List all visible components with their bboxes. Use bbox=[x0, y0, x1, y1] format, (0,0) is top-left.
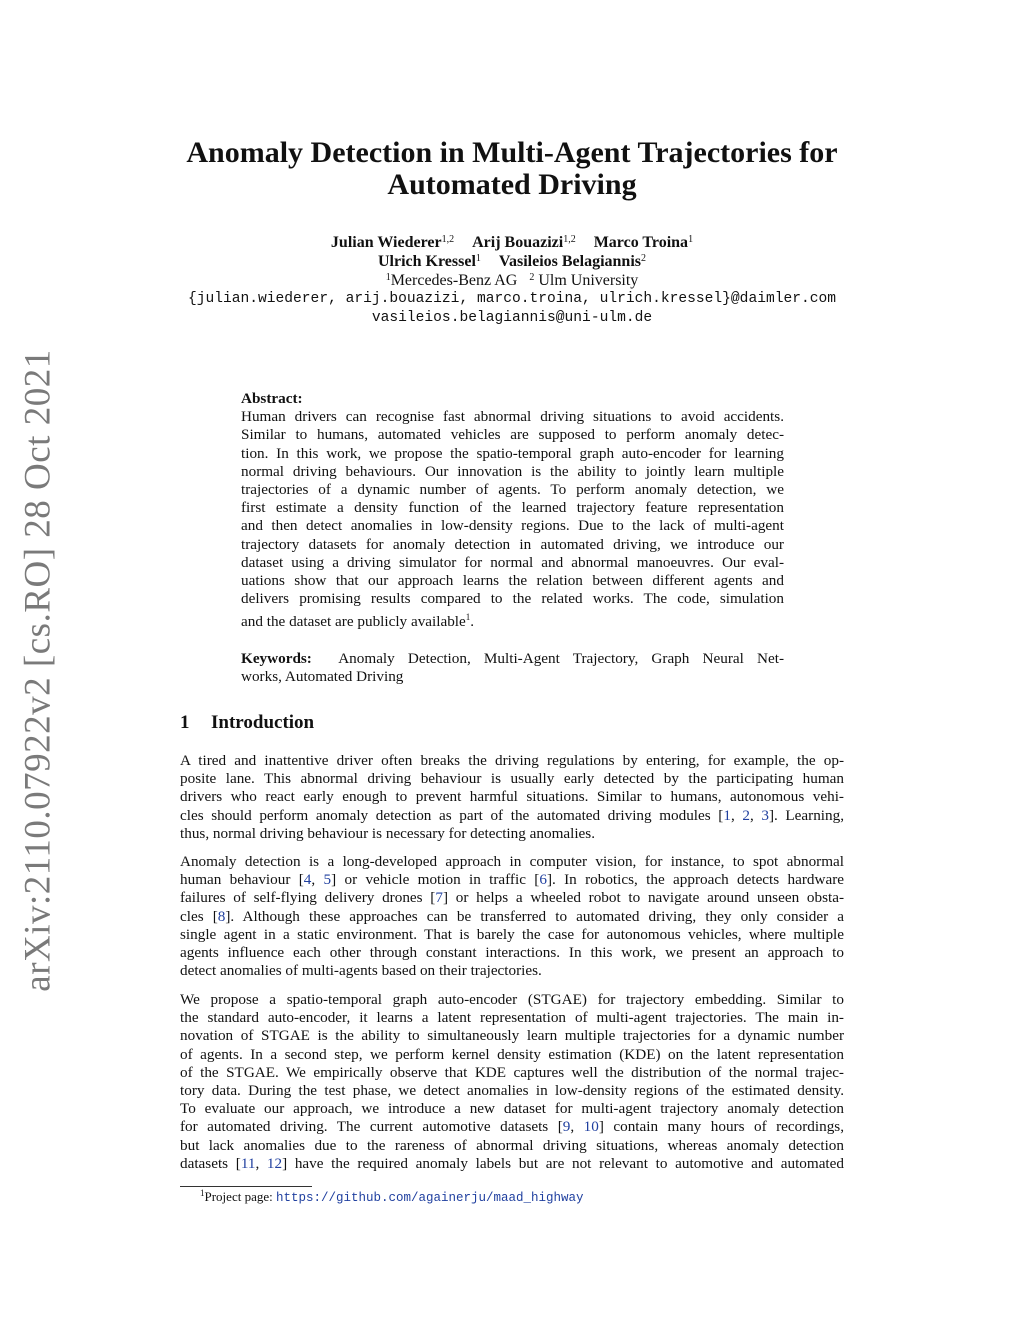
affiliation: Ulm University bbox=[538, 272, 639, 289]
text-line: To evaluate our approach, we introduce a new dataset for multi-agent trajectory anomaly detection bbox=[180, 1100, 844, 1118]
text: ] or vehicle motion in traffic [ bbox=[331, 871, 540, 889]
citation-link[interactable]: 1 bbox=[723, 806, 731, 824]
title-line: Automated Driving bbox=[387, 168, 637, 201]
abstract-line: Similar to humans, automated vehicles are supposed to perform anomaly detec- bbox=[241, 426, 784, 444]
abstract-line: delivers promising results compared to the related works. The code, simulation bbox=[241, 590, 784, 608]
footnote-label: Project page: bbox=[204, 1189, 276, 1204]
text-line: for automated driving. The current automotive datasets [9, 10] contain many hours of recordings, bbox=[180, 1118, 844, 1136]
text-line: A tired and inattentive driver often breaks the driving regulations by entering, for example, the op- bbox=[180, 752, 844, 769]
abstract-line: first estimate a density function of the learned trajectory feature representation bbox=[241, 499, 784, 517]
citation-link[interactable]: 6 bbox=[539, 871, 547, 889]
citation-link[interactable]: 12 bbox=[266, 1154, 283, 1172]
text-line: datasets [11, 12] have the required anomaly labels but are not relevant to automotive and automated bbox=[180, 1154, 844, 1172]
text-line: of agents. In a second step, we perform kernel density estimation (KDE) on the latent representation bbox=[180, 1045, 844, 1063]
citation-link[interactable]: 3 bbox=[761, 806, 769, 824]
text-line: Anomaly detection is a long-developed approach in computer vision, for instance, to spot abnormal bbox=[180, 853, 844, 870]
affil-mark: 1 bbox=[688, 234, 694, 245]
text-line: agents influence each other through constant interactions. In this work, we present an approach to bbox=[180, 944, 844, 962]
section-number: 1 bbox=[180, 712, 190, 733]
text-line: the standard auto-encoder, it learns a latent representation of multi-agent trajectories. The main in- bbox=[180, 1009, 844, 1027]
text: ] or helps a wheeled robot to navigate around unseen obsta- bbox=[442, 889, 845, 907]
abstract-line: Human drivers can recognise fast abnormal driving situations to avoid accidents. bbox=[241, 408, 784, 426]
text-line: of the STGAE. We empirically observe that KDE captures well the distribution of the normal trajec- bbox=[180, 1063, 844, 1081]
text-line: We propose a spatio-temporal graph auto-encoder (STGAE) for trajectory embedding. Similar to bbox=[180, 991, 844, 1008]
footnote bbox=[200, 1189, 584, 1205]
footnote-mark[interactable]: 1 bbox=[465, 612, 471, 623]
text: ] contain many hours of recordings, bbox=[598, 1118, 844, 1136]
text-line: posite lane. This abnormal driving behaviour is usually early detected by the participating human bbox=[180, 770, 844, 788]
text-line: tory data. During the test phase, we detect anomalies in low-density regions of the estimated density. bbox=[180, 1082, 844, 1100]
abstract-line bbox=[241, 608, 784, 631]
author-name: Arij Bouazizi bbox=[472, 234, 564, 251]
footnote-rule bbox=[180, 1186, 312, 1187]
text: cles [ bbox=[180, 907, 218, 925]
text-line bbox=[180, 889, 844, 907]
citation-link[interactable]: 2 bbox=[742, 806, 750, 824]
keywords-heading: Keywords: bbox=[241, 650, 312, 667]
citation-link[interactable]: 7 bbox=[435, 889, 443, 907]
citation-link[interactable]: 10 bbox=[583, 1118, 599, 1136]
abstract-heading: Abstract: bbox=[241, 390, 303, 407]
text-line: but lack anomalies due to the rareness of abnormal driving situations, whereas anomaly detection bbox=[180, 1136, 844, 1154]
affil-mark: 2 bbox=[641, 253, 646, 264]
project-page-link[interactable]: https://github.com/againerju/maad_highway bbox=[275, 1191, 584, 1205]
keywords bbox=[241, 650, 784, 686]
email-line: {julian.wiederer, arij.bouazizi, marco.troina, ulrich.kressel}@daimler.com bbox=[187, 291, 837, 307]
citation-link[interactable]: 4 bbox=[303, 871, 312, 889]
text: ]. Learning, bbox=[768, 806, 845, 824]
author-name: Marco Troina bbox=[593, 234, 689, 251]
text-line: cles should perform anomaly detection as part of the automated driving modules [1, 2, 3]. Learning, bbox=[180, 806, 845, 824]
affil-mark: 1,2 bbox=[441, 234, 455, 245]
text-line: novation of STGAE is the ability to simultaneously learn multiple trajectories for a dynamic number bbox=[180, 1027, 844, 1045]
paragraph bbox=[180, 991, 844, 1173]
text-line: detect anomalies of multi-agents based on their trajectories. bbox=[180, 962, 542, 980]
keywords-line bbox=[241, 650, 784, 668]
text-line: drivers who react early enough to prevent harmful situations. Similar to humans, autonomous vehi- bbox=[180, 788, 844, 806]
affiliation: Mercedes-Benz AG bbox=[390, 272, 518, 289]
affil-mark: 1 bbox=[385, 272, 391, 283]
citation-link[interactable]: 5 bbox=[323, 871, 332, 889]
text-line: thus, normal driving behaviour is necessary for detecting anomalies. bbox=[180, 824, 596, 842]
arxiv-id: arXiv:2110.07922v2 [cs.RO] 28 Oct 2021 bbox=[17, 348, 59, 992]
author-block bbox=[180, 233, 844, 328]
citation-link[interactable]: 11 bbox=[240, 1154, 256, 1172]
text-line: human behaviour [4, 5] or vehicle motion in traffic [6]. In robotics, the approach detects hardware bbox=[180, 871, 844, 889]
text: failures of self-flying delivery drones [ bbox=[180, 889, 436, 907]
abstract-line: trajectories of a dynamic number of agents. To perform anomaly detection, we bbox=[241, 481, 784, 499]
footnote-mark: 1 bbox=[200, 1188, 205, 1198]
citation-link[interactable]: 9 bbox=[562, 1118, 571, 1136]
text: cles should perform anomaly detection as part of the automated driving modules [ bbox=[180, 806, 724, 824]
keywords-line: works, Automated Driving bbox=[241, 668, 404, 686]
text-line bbox=[180, 908, 844, 926]
author-line bbox=[180, 233, 844, 252]
affil-mark: 2 bbox=[529, 272, 535, 283]
author-name: Ulrich Kressel bbox=[377, 253, 476, 270]
affil-mark: 1,2 bbox=[563, 234, 576, 245]
text: for automated driving. The current automotive datasets [ bbox=[180, 1118, 563, 1136]
abstract-text: and the dataset are publicly available bbox=[241, 613, 466, 631]
text: ]. Although these approaches can be transferred to automated driving, they only consider a bbox=[225, 907, 844, 925]
paragraph bbox=[180, 752, 844, 843]
affil-mark: 1 bbox=[475, 253, 481, 264]
abstract-line: and then detect anomalies in low-density regions. Due to the lack of multi-agent bbox=[241, 517, 784, 535]
text: human behaviour [ bbox=[180, 871, 304, 889]
affiliations bbox=[180, 271, 844, 290]
citation-link[interactable]: 8 bbox=[217, 907, 226, 925]
abstract-line: trajectory datasets for anomaly detection in automated driving, we introduce our bbox=[241, 535, 784, 553]
keywords-text: Anomaly Detection, Multi-Agent Trajectory, Graph Neural Net- bbox=[338, 650, 785, 667]
text-line: single agent in a static environment. That is barely the case for autonomous vehicles, where multiple bbox=[180, 925, 844, 943]
author-name: Julian Wiederer bbox=[330, 234, 442, 251]
title-line: Anomaly Detection in Multi-Agent Trajectories for bbox=[186, 136, 838, 169]
abstract-line: dataset using a driving simulator for normal and abnormal manoeuvres. Our eval- bbox=[241, 553, 784, 571]
abstract-line: uations show that our approach learns the relation between different agents and bbox=[241, 572, 784, 590]
abstract-line: normal driving behaviours. Our innovation is the ability to jointly learn multiple bbox=[241, 462, 784, 480]
author-line bbox=[180, 252, 844, 271]
arxiv-stamp bbox=[10, 348, 66, 992]
abstract-line: tion. In this work, we propose the spatio-temporal graph auto-encoder for learning bbox=[241, 444, 784, 462]
abstract bbox=[241, 390, 784, 632]
section-heading bbox=[180, 712, 314, 734]
section-title: Introduction bbox=[211, 712, 315, 733]
text: ] have the required anomaly labels but are not relevant to automotive and automated bbox=[282, 1154, 844, 1172]
paragraph bbox=[180, 853, 844, 980]
text: datasets [ bbox=[180, 1154, 241, 1172]
email-line: vasileios.belagiannis@uni-ulm.de bbox=[371, 310, 653, 326]
author-name: Vasileios Belagiannis bbox=[498, 253, 641, 270]
abstract-text: . bbox=[470, 613, 475, 631]
text: ]. In robotics, the approach detects hardware bbox=[546, 871, 844, 889]
paper-title bbox=[180, 137, 844, 201]
